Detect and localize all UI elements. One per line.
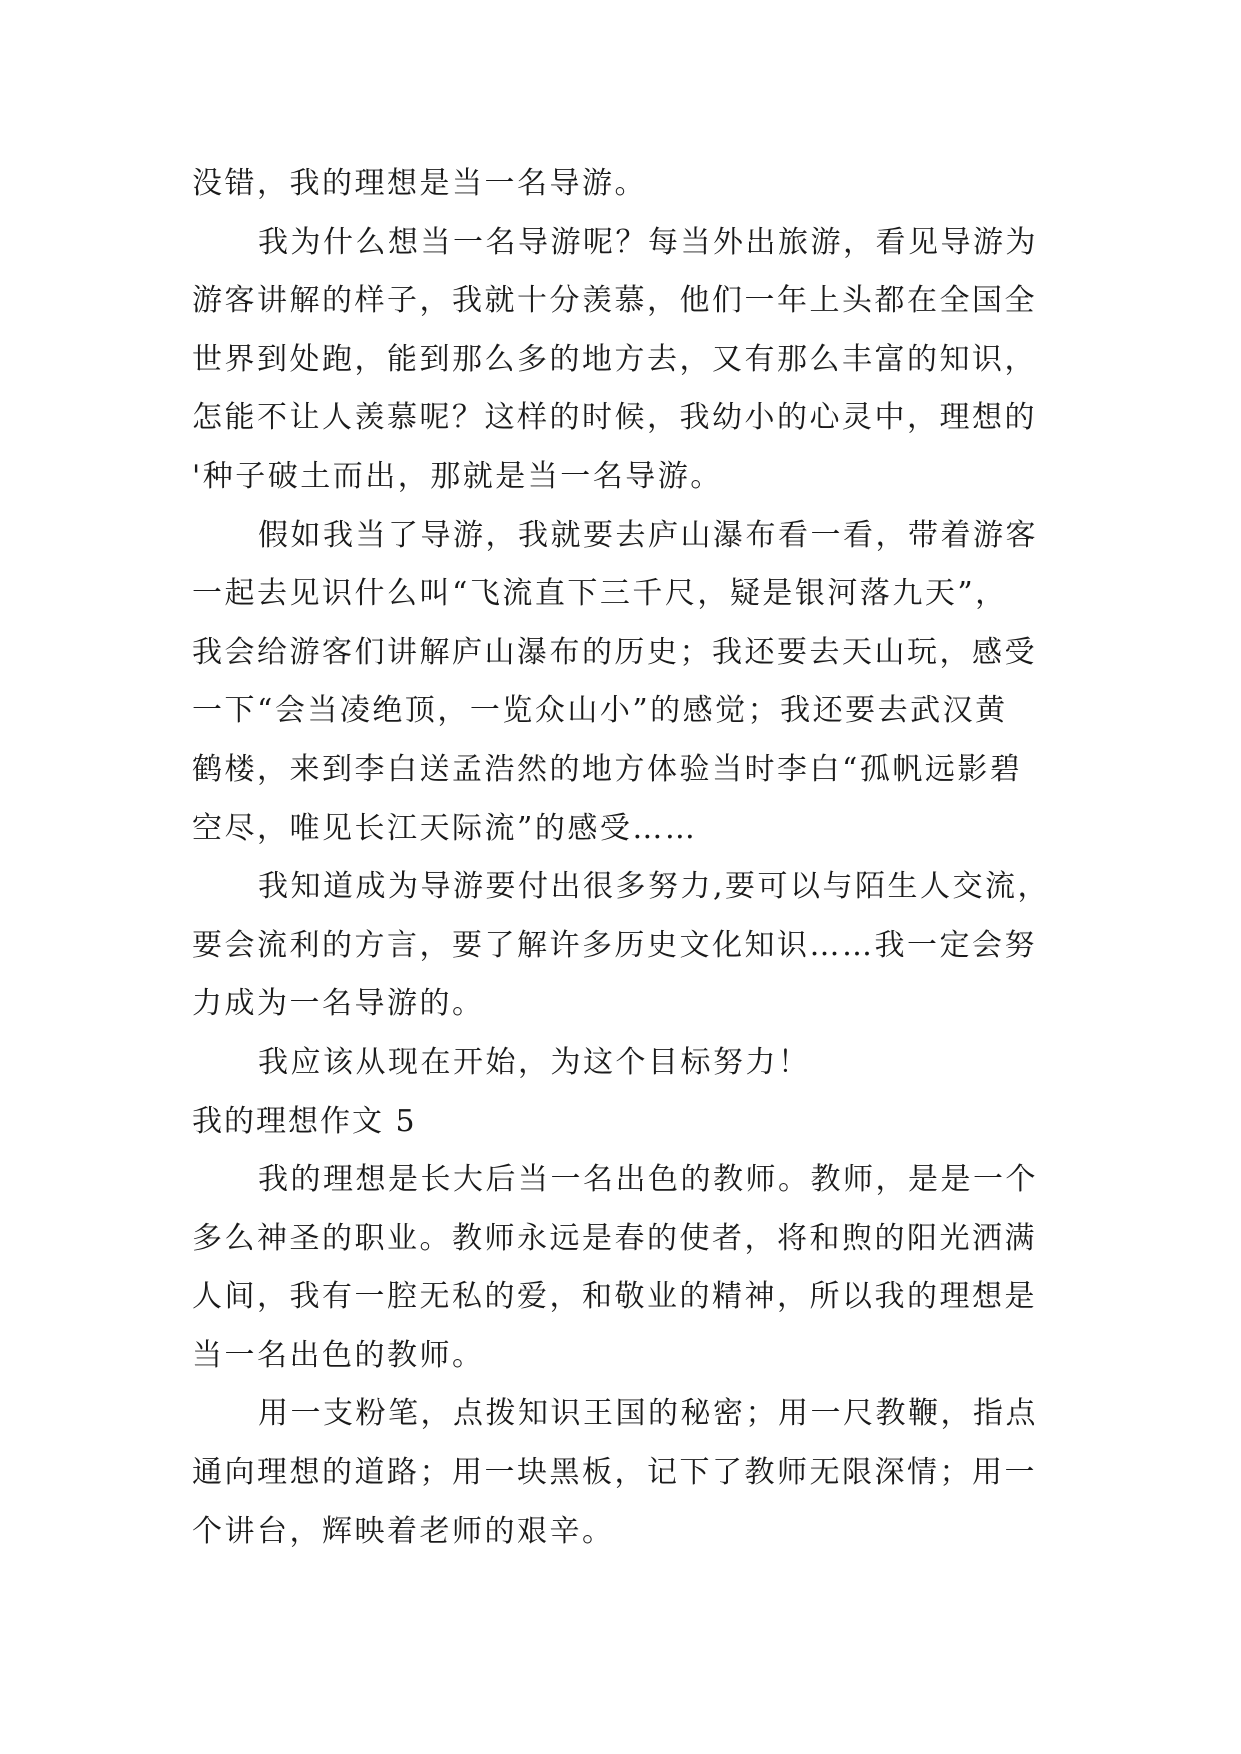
text-line: 怎能不让人羡慕呢？这样的时候，我幼小的心灵中，理想的 [192,400,1037,436]
text-line: 我为什么想当一名导游呢？每当外出旅游，看见导游为 [258,224,1038,260]
text-line: 鹤楼，来到李白送孟浩然的地方体验当时李白“孤帆远影碧 [192,751,1023,787]
document-body [192,155,1072,1561]
text-line: 多么神圣的职业。教师永远是春的使者，将和煦的阳光洒满 [192,1220,1037,1256]
text-line: 要会流利的方言，要了解许多历史文化知识……我一定会努 [192,927,1037,963]
text-line: 一下“会当凌绝顶，一览众山小”的感觉；我还要去武汉黄 [192,693,1008,729]
text-line: 我的理想是长大后当一名出色的教师。教师，是是一个 [258,1162,1038,1198]
text-line: 世界到处跑，能到那么多的地方去，又有那么丰富的知识， [192,341,1037,377]
section-heading: 我的理想作文 5 [192,1103,417,1139]
text-line: 没错，我的理想是当一名导游。 [192,166,647,201]
text-line: '种子破土而出，那就是当一名导游。 [192,458,723,494]
text-line: 力成为一名导游的。 [192,986,485,1022]
text-line: 个讲台，辉映着老师的艰辛。 [192,1513,615,1549]
text-line: 我应该从现在开始，为这个目标努力！ [258,1044,811,1080]
text-line: 通向理想的道路；用一块黑板，记下了教师无限深情；用一 [192,1455,1037,1491]
text-line: 人间，我有一腔无私的爱，和敬业的精神，所以我的理想是 [192,1279,1037,1315]
text-line: 我知道成为导游要付出很多努力,要可以与陌生人交流， [258,869,1051,905]
text-line: 我会给游客们讲解庐山瀑布的历史；我还要去天山玩，感受 [192,634,1037,670]
text-line: 用一支粉笔，点拨知识王国的秘密；用一尺教鞭，指点 [258,1396,1038,1432]
text-line: 当一名出色的教师。 [192,1337,485,1373]
text-line: 一起去见识什么叫“飞流直下三千尺，疑是银河落九天”， [192,576,1008,612]
text-line: 假如我当了导游，我就要去庐山瀑布看一看，带着游客 [258,517,1038,553]
text-line: 空尽，唯见长江天际流”的感受…… [192,810,698,846]
text-line: 游客讲解的样子，我就十分羡慕，他们一年上头都在全国全 [192,283,1037,319]
